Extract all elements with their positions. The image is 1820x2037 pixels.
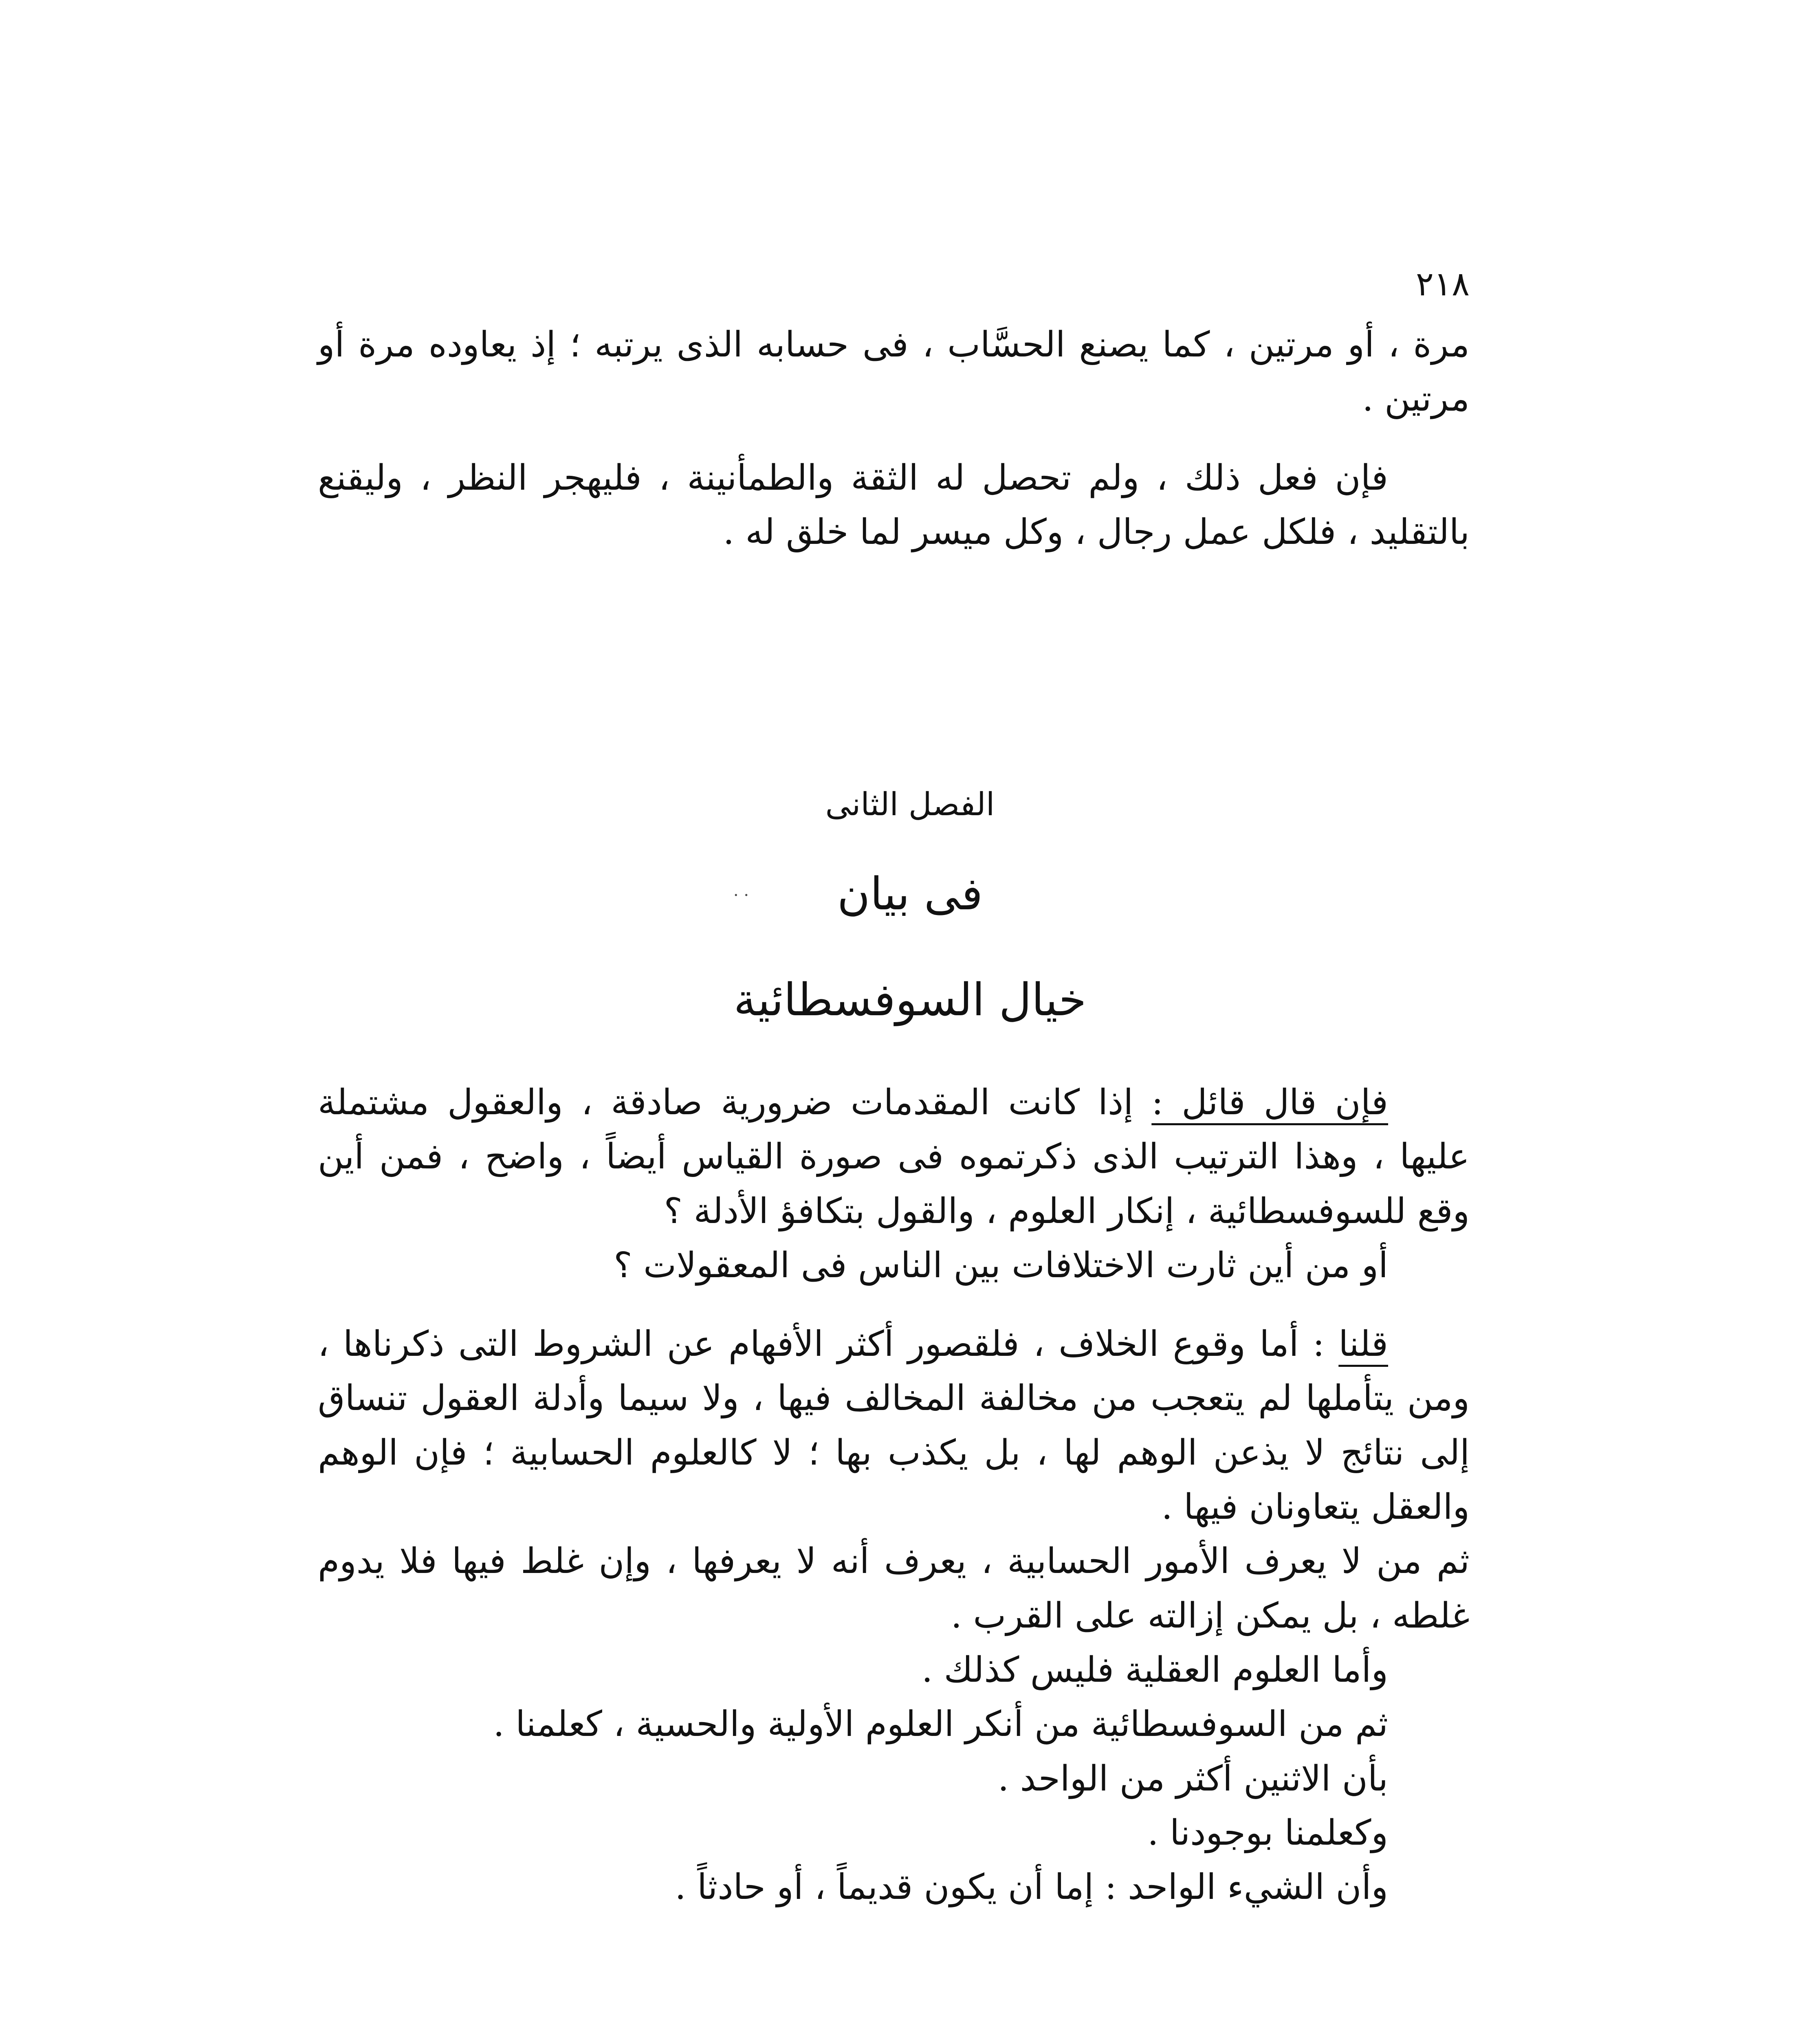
body-text-block <box>318 1076 1470 1914</box>
body-line: وكعلمنا بوجودنا . <box>1147 1812 1388 1853</box>
chapter-label: الفصل الثانى <box>825 786 995 823</box>
chapter-title-line1: فى بيان <box>837 868 983 920</box>
speaker-lead: فإن قال قائل : <box>1151 1082 1389 1123</box>
body-paragraph <box>318 1076 1470 1238</box>
body-paragraph: ثم من لا يعرف الأمور الحسابية ، يعرف أنه لا يعرفها ، وإن غلط فيها فلا يدوم غلطه ، بل يمكن إزالته على القرب . <box>318 1541 1470 1636</box>
separator-dots: · · <box>733 886 749 905</box>
body-paragraph <box>318 1317 1470 1534</box>
body-line: وأن الشيء الواحد : إما أن يكون قديماً ، أو حادثاً . <box>675 1867 1388 1908</box>
top-paragraph: مرة ، أو مرتين ، كما يصنع الحسَّاب ، فى حسابه الذى يرتبه ؛ إذ يعاوده مرة أو مرتين . <box>318 324 1470 420</box>
body-line: ثم من السوفسطائية من أنكر العلوم الأولية والحسية ، كعلمنا . <box>493 1704 1388 1745</box>
paragraph-text: : أما وقوع الخلاف ، فلقصور أكثر الأفهام عن الشروط التى ذكرناها ، ومن يتأملها لم يتعجب من مخالفة المخالف فيها ، ولا سيما وأدلة العقول تنساق إلى نتائج لا يذعن الوهم لها ، بل يكذب بها ؛ لا كالعلوم الحسابية ؛ فإن الوهم والعقل يتعاونان فيها . <box>318 1324 1470 1528</box>
body-line: بأن الاثنين أكثر من الواحد . <box>997 1758 1388 1799</box>
page-number: ٢١٨ <box>1415 265 1470 304</box>
top-text-block <box>318 318 1470 559</box>
top-paragraph: فإن فعل ذلك ، ولم تحصل له الثقة والطمأنينة ، فليهجر النظر ، وليقنع بالتقليد ، فلكل عمل رجال ، وكل ميسر لما خلق له . <box>318 457 1470 552</box>
paragraph-text: إذا كانت المقدمات ضرورية صادقة ، والعقول مشتملة عليها ، وهذا الترتيب الذى ذكرتموه فى صورة القياس أيضاً ، واضح ، فمن أين وقع للسوفسطائية ، إنكار العلوم ، والقول بتكافؤ الأدلة ؟ <box>318 1082 1470 1232</box>
chapter-title-line2: خيال السوفسطائية <box>733 974 1087 1026</box>
body-line: وأما العلوم العقلية فليس كذلك . <box>921 1649 1388 1690</box>
body-paragraph: أو من أين ثارت الاختلافات بين الناس فى المعقولات ؟ <box>614 1245 1388 1286</box>
speaker-lead: قلنا <box>1338 1324 1388 1365</box>
